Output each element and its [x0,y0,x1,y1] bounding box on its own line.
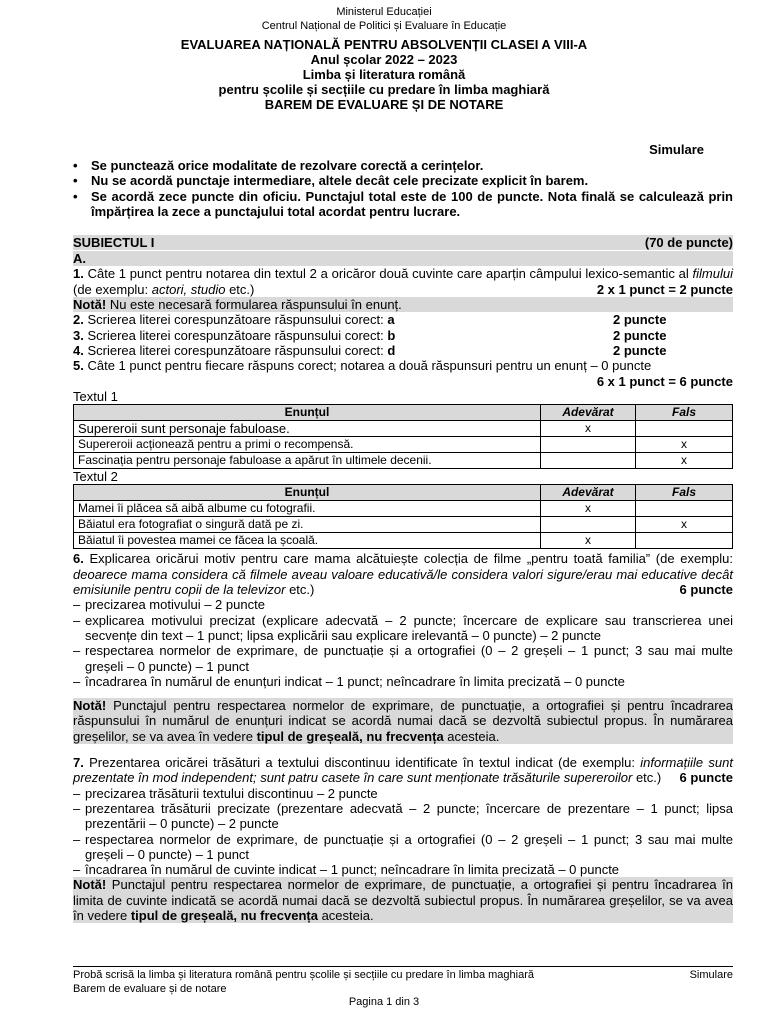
center-name: Centrul Național de Politici și Evaluare în Educație [261,20,507,32]
table-row: Supereroii acționează pentru a primi o recompensă. x [74,437,733,453]
title-line: pentru școlile și secțiile cu predare în limba maghiară [218,82,550,97]
item-score: 6 puncte [679,582,733,598]
page-header [0,5,768,33]
document-titles [0,37,768,112]
document-body [73,158,733,923]
item-6: 6. Explicarea oricărui motiv pentru care mama alcătuiește colecția de filme „pentru toată familia” (de exemplu: deoarece mama considera că filmele aveau valoare educativă/le considera valori sigure/erau mai educative decât emisiunile pentru copii de la televizor etc.) 6 puncte [73,551,733,598]
column-header: Fals [636,405,733,421]
column-header: Adevărat [541,405,636,421]
item-2: 2. Scrierea literei corespunzătoare răspunsului corect: a 2 puncte [73,312,667,328]
footer-simulare: Simulare [689,969,733,981]
table-row: Fascinația pentru personaje fabuloase a apărut în ultimele decenii. x [74,453,733,469]
title-line: BAREM DE EVALUARE ȘI DE NOTARE [264,97,504,112]
note-6: Notă! Punctajul pentru respectarea normelor de exprimare, de punctuație, a ortografiei și pentru încadrarea răspunsului în numărul de enunțuri indicat se acordă numai dacă se dezvoltă subiectul propus. În numărarea greșelilor, se va avea în vedere tipul de greșeală, nu frecvența acesteia. [73,698,733,744]
footer-exam-name: Probă scrisă la limba și literatura română pentru școlile și secțiile cu predare în limba maghiară [73,969,534,981]
item-7: 7. Prezentarea oricărei trăsături a textului discontinuu identificate în textul indicat (de exemplu: informațiile sunt prezentate în mod independent; sunt patru casete în care sunt menționate trăsăturile supereroilor etc.) 6 puncte [73,755,733,786]
table-label: Textul 1 [73,388,118,404]
criterion: – precizarea motivului – 2 puncte [73,597,265,613]
column-header: Fals [636,485,733,501]
note-7: Notă! Punctajul pentru respectarea normelor de exprimare, de punctuație, a ortografiei și pentru încadrarea în limita de cuvinte indicată se acordă numai dacă se dezvoltă subiectul propus. În numărarea greșelilor, se va avea în vedere tipul de greșeală, nu frecvența acesteia. [73,877,733,923]
bullet-icon: • [73,188,78,204]
section-points: (70 de puncte) [644,235,733,251]
table-row: Băiatul îi povestea mamei ce făcea la școală. x [74,533,733,549]
page-number: Pagina 1 din 3 [348,996,420,1008]
criterion: – precizarea trăsăturii textului discontinuu – 2 puncte [73,785,378,801]
item-score: 2 x 1 punct = 2 puncte [596,281,733,297]
criterion: – respectarea normelor de exprimare, de punctuație și a ortografiei (0 – 2 greșeli – 1 punct; 3 sau mai multe greșeli – 0 puncte) – 1 punct [73,643,733,674]
table-label: Textul 2 [73,469,118,485]
column-header: Enunțul [74,405,541,421]
table-row: Băiatul era fotografiat o singură dată pe zi. x [74,517,733,533]
criterion: – respectarea normelor de exprimare, de punctuație și a ortografiei (0 – 2 greșeli – 1 punct; 3 sau mai multe greșeli – 0 puncte) – 1 punct [73,831,733,862]
item-4: 4. Scrierea literei corespunzătoare răspunsului corect: d 2 puncte [73,342,667,358]
true-false-table-2 [73,484,733,549]
simulare-label: Simulare [649,142,704,157]
bullet-icon: • [73,158,78,173]
bullet-item: • Se punctează orice modalitate de rezolvare corectă a cerințelor. [73,158,484,173]
item-3: 3. Scrierea literei corespunzătoare răspunsului corect: b 2 puncte [73,327,667,343]
ministry-name: Ministerul Educației [336,6,432,18]
criterion: – prezentarea trăsăturii precizate (prezentare adecvată – 2 puncte; încercare de prezentare – 1 punct; lipsa prezentării – 0 puncte) – 2 puncte [73,800,733,832]
section-header [73,235,733,250]
true-false-table-1 [73,404,733,469]
criterion: – încadrarea în numărul de cuvinte indicat – 1 punct; neîncadrare în limita precizată – 0 puncte [73,862,620,878]
criterion: – explicarea motivului precizat (explicare adecvată – 2 puncte; încercare de explicare sau transcrierea unei secvențe din text – 1 punct; lipsa explicării sau explicare irelevantă – 0 puncte) – 2 puncte [73,612,733,643]
item-score: 6 x 1 punct = 6 puncte [596,373,733,389]
page-footer [73,966,733,996]
bullet-icon: • [73,173,78,189]
column-header: Enunțul [74,485,541,501]
part-label: A. [73,251,733,266]
criterion: – încadrarea în numărul de enunțuri indicat – 1 punct; neîncadrare în limita precizată – 0 puncte [73,673,625,689]
title-line: EVALUAREA NAȚIONALĂ PENTRU ABSOLVENȚII CLASEI A VIII-A [180,37,588,52]
footer-doc-type: Barem de evaluare și de notare [73,983,227,995]
table-row: Mamei îi plăcea să aibă albume cu fotografii. x [74,501,733,517]
item-5: 5. Câte 1 punct pentru fiecare răspuns corect; notarea a două răspunsuri pentru un enunț – 0 puncte [73,358,652,374]
note-1: Notă! Nu este necesară formularea răspunsului în enunț. [73,297,733,312]
title-line: Anul școlar 2022 – 2023 [310,52,458,67]
item-score: 6 puncte [679,770,733,786]
table-row: Supereroii sunt personaje fabuloase. x [74,421,733,437]
bullet-item: • Se acordă zece puncte din oficiu. Punctajul total este de 100 de puncte. Nota finală se calculează prin împărțirea la zece a punctajului total acordat pentru lucrare. [73,188,733,219]
bullet-item: • Nu se acordă punctaje intermediare, altele decât cele precizate explicit în barem. [73,173,589,189]
title-line: Limba și literatura română [302,67,466,82]
item-1: 1. Câte 1 punct pentru notarea din textul 2 a oricăror două cuvinte care aparțin câmpului lexico-semantic al filmului (de exemplu: actori, studio etc.) 2 x 1 punct = 2 puncte [73,266,733,297]
column-header: Adevărat [541,485,636,501]
section-title: SUBIECTUL I [73,235,155,251]
